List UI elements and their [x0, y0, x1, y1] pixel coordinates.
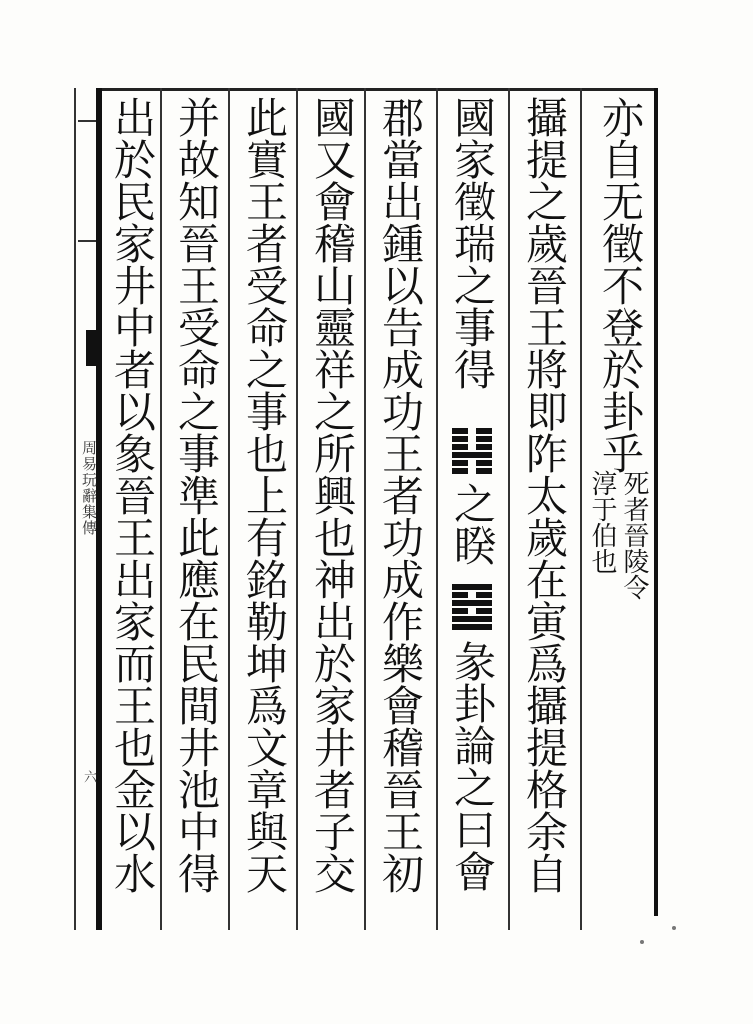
hexagram-kui-icon [452, 584, 492, 630]
column-divider [580, 88, 582, 930]
text-column-4: 郡當出鍾以告成功王者功成作樂會稽晉王初 [376, 96, 425, 894]
fold-mark [78, 120, 96, 122]
margin-book-title: 周易玩辭集傳 [80, 440, 98, 536]
text-column-3-part-a: 國家徵瑞之事得 [448, 96, 497, 390]
column-divider [508, 88, 510, 930]
text-column-1: 亦自无徵不登於卦乎 [596, 96, 645, 474]
column-divider [296, 88, 298, 930]
text-column-7: 并故知晉王受命之事準此應在民間井池中得 [172, 96, 221, 894]
margin-page-number: 六 [81, 770, 96, 783]
right-border-rule [654, 88, 658, 916]
text-column-6: 此實王者受命之事也上有銘勒坤爲文章與天 [240, 96, 289, 894]
top-border-rule [96, 88, 658, 91]
paper-speck [672, 926, 676, 930]
hexagram-yu-icon [452, 428, 492, 474]
text-column-3-part-b: 之睽 [448, 482, 497, 566]
text-column-3-part-c: 彖卦論之曰會 [448, 640, 497, 892]
annotation-line-1: 死者晉陵令 [619, 470, 649, 600]
fold-mark [78, 240, 96, 242]
fold-fishtail-mark [86, 330, 100, 366]
column-divider [436, 88, 438, 930]
text-column-5: 國又會稽山靈祥之所興也神出於家井者子交 [308, 96, 357, 894]
text-column-8: 出於民家井中者以象晉王出家而王也金以水 [108, 96, 157, 894]
annotation-line-2: 淳于伯也 [587, 470, 617, 574]
column-divider [364, 88, 366, 930]
column-divider [228, 88, 230, 930]
column-divider [160, 88, 162, 930]
paper-speck [640, 940, 644, 944]
text-column-2: 攝提之歲晉王將即阼太歲在寅爲攝提格余自 [520, 96, 569, 894]
